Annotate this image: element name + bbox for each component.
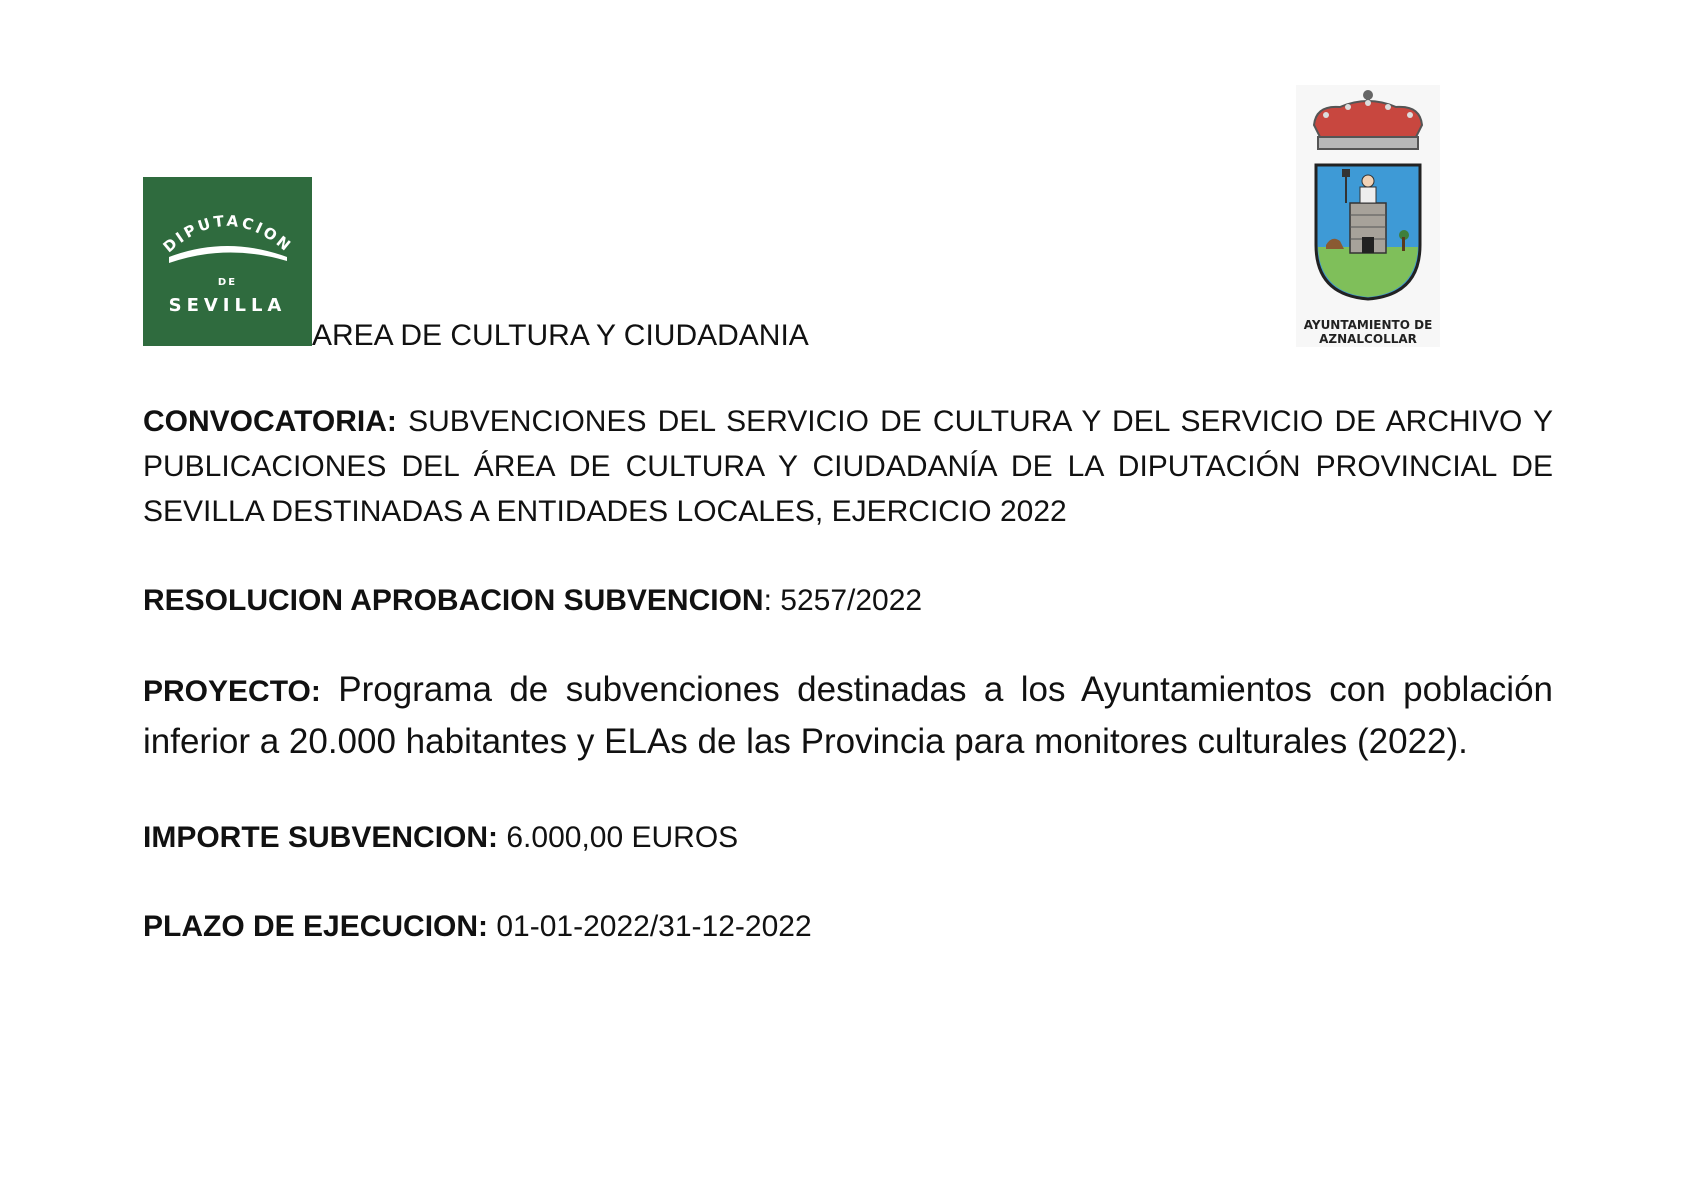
crown-icon — [1314, 90, 1422, 149]
logo-name-text: SEVILLA — [168, 295, 287, 316]
diputacion-sevilla-logo — [143, 177, 312, 346]
convocatoria-paragraph — [143, 399, 1553, 534]
convocatoria-value: SUBVENCIONES DEL SERVICIO DE CULTURA Y DEL SERVICIO DE ARCHIVO Y PUBLICACIONES DEL ÁREA DE CULTURA Y CIUDADANÍA DE LA DIPUTACIÓN PROVINCIAL DE SEVILLA DESTINADAS A ENTIDADES LOCALES, EJERCICIO 2022 — [143, 405, 1553, 528]
convocatoria-label: CONVOCATORIA: — [143, 405, 397, 438]
resolucion-separator: : — [763, 584, 772, 617]
ayuntamiento-aznalcollar-logo — [1296, 85, 1440, 347]
importe-label: IMPORTE SUBVENCION: — [143, 821, 499, 854]
proyecto-value: Programa de subvenciones destinadas a los Ayuntamientos con población inferior a 20.000 habitantes y ELAs de las Provincia para monitores culturales (2022). — [143, 670, 1554, 761]
resolucion-value: 5257/2022 — [780, 584, 923, 617]
shield-icon — [1316, 165, 1420, 299]
proyecto-label: PROYECTO: — [143, 675, 321, 708]
importe-value: 6.000,00 EUROS — [506, 821, 739, 854]
proyecto-paragraph — [143, 665, 1553, 767]
resolucion-label: RESOLUCION APROBACION SUBVENCION — [143, 584, 764, 617]
plazo-value: 01-01-2022/31-12-2022 — [496, 910, 812, 943]
ayuntamiento-caption-line2: AZNALCOLLAR — [1319, 332, 1417, 346]
importe-paragraph — [143, 815, 1553, 860]
resolucion-paragraph — [143, 578, 1553, 623]
ayuntamiento-caption-line1: AYUNTAMIENTO DE — [1303, 318, 1433, 332]
plazo-label: PLAZO DE EJECUCION: — [143, 910, 489, 943]
plazo-paragraph — [143, 904, 1553, 949]
logo-arc-text: DIPUTACION — [159, 211, 297, 257]
logo-de-text: DE — [217, 277, 238, 288]
area-title: AREA DE CULTURA Y CIUDADANIA — [312, 319, 809, 352]
